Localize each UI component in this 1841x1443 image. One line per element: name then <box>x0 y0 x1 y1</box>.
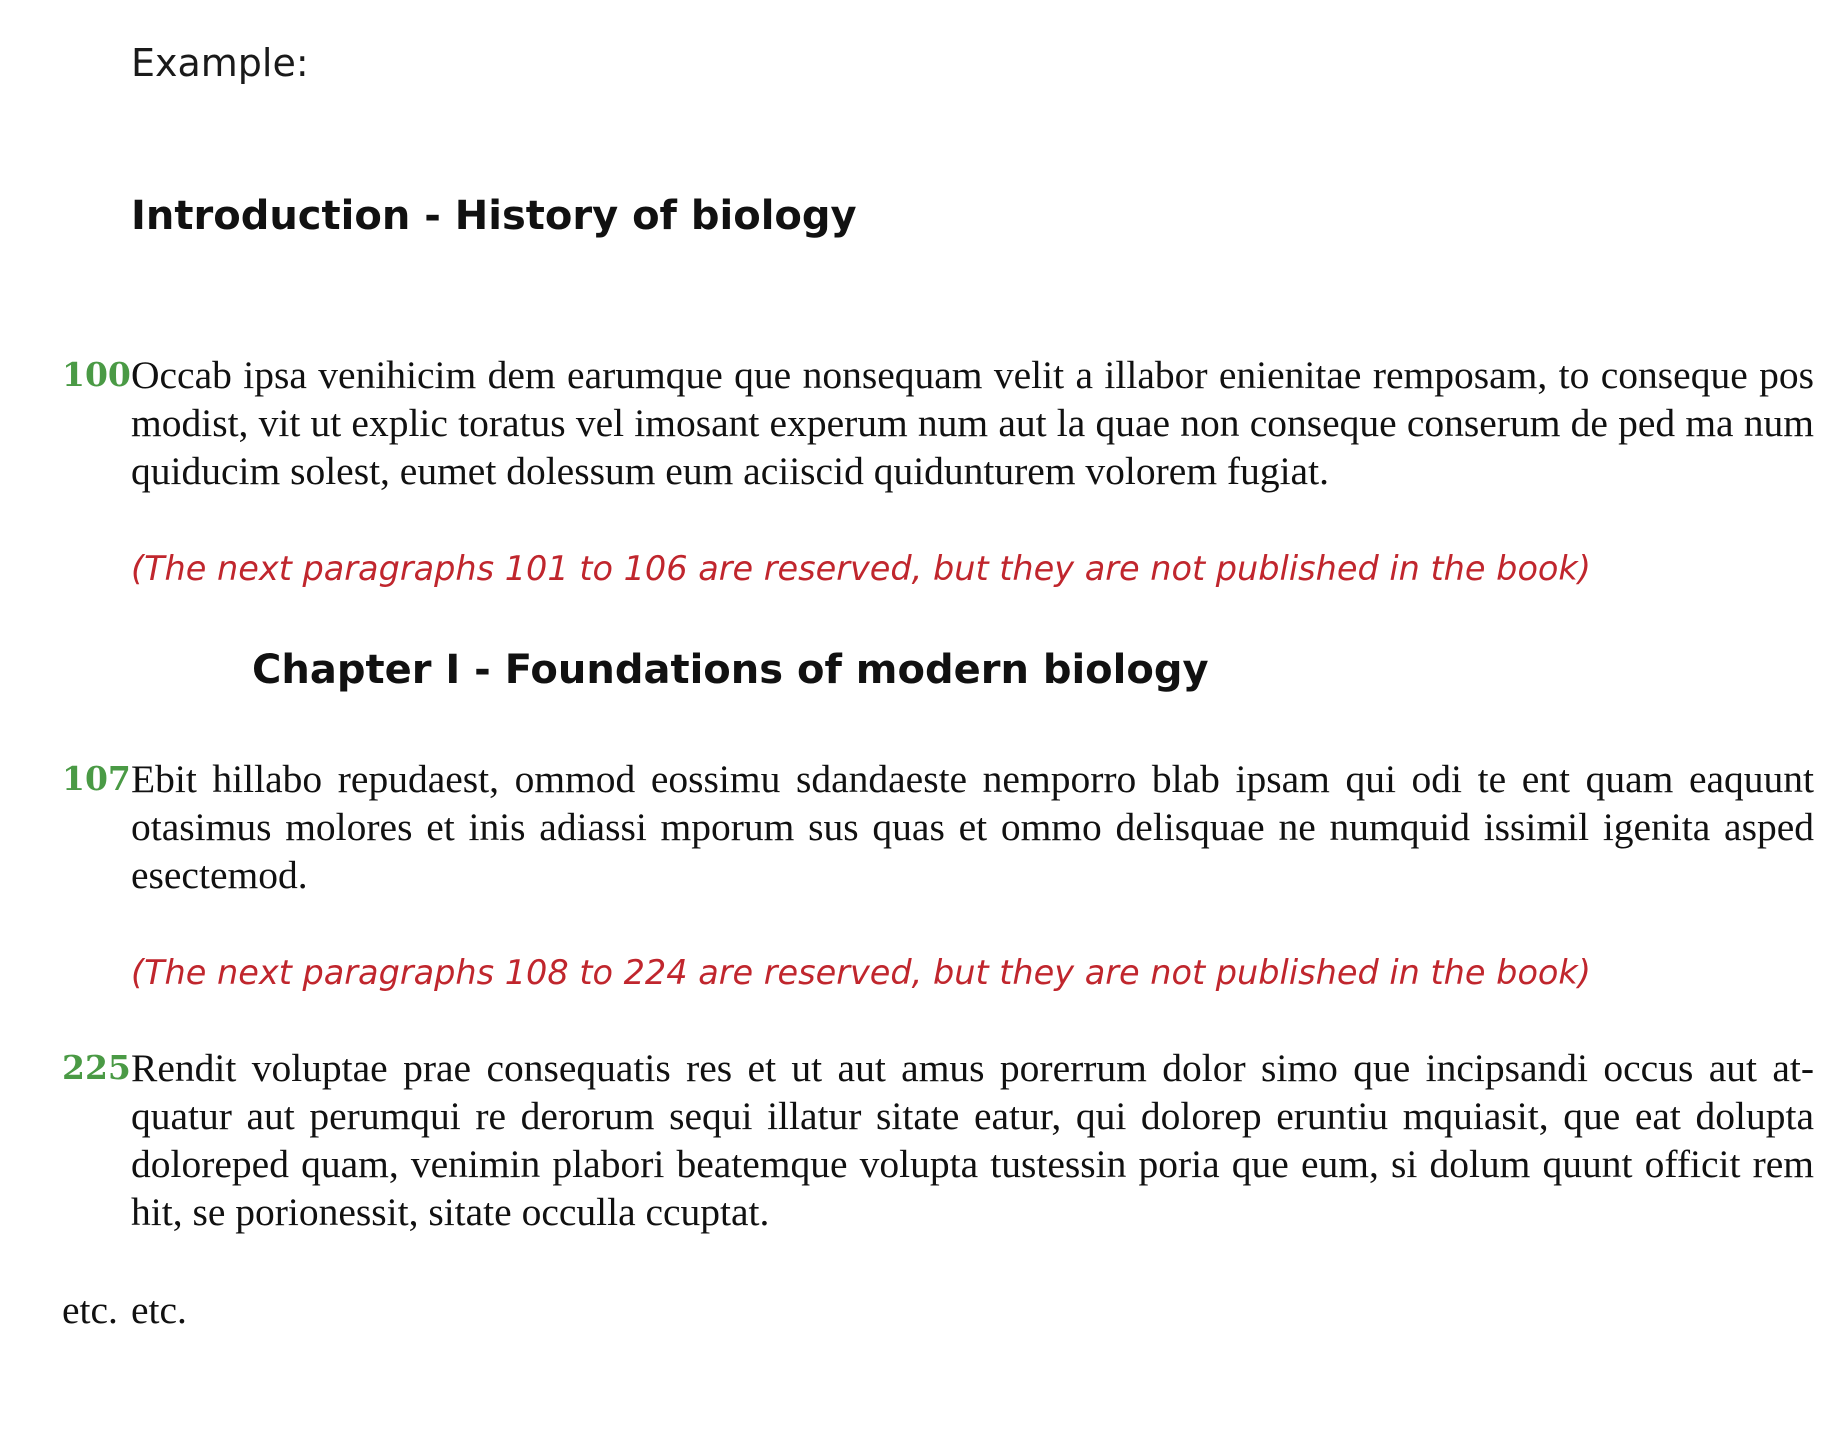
etc-number-placeholder: etc. <box>62 1288 118 1332</box>
reserved-paragraphs-note: (The next paragraphs 101 to 106 are reserved, but they are not published in the book) <box>131 549 1591 588</box>
paragraph-text: Occab ipsa venihicim dem earumque que nonsequam velit a illabor enienitae remposam, to conseque pos modist, vit ut explic toratus vel imosant experum num aut la quae non conseque conserum de ped ma num quiducim solest, eumet dolessum eum aciiscid quidunturem volorem fugiat. <box>131 353 1814 493</box>
paragraph-number: 107 <box>62 759 131 798</box>
paragraph-107 <box>62 755 1814 899</box>
reserved-paragraphs-note: (The next paragraphs 108 to 224 are reserved, but they are not published in the book) <box>131 953 1591 992</box>
paragraph-text: Ebit hillabo repudaest, ommod eossimu sdandaeste nemporro blab ipsam qui odi te ent quam eaquunt otasimus molores et inis adiassi mporum sus quas et ommo delisquae ne numquid issimil igenita asped esectemod. <box>131 757 1814 897</box>
paragraph-text: Rendit voluptae prae consequatis res et ut aut amus porerrum dolor simo que incipsandi occus aut at-quatur aut perumqui re derorum sequi illatur sitate eatur, qui dolorep eruntiu mquiasit, que eat dolupta doloreped quam, venimin plabori beatemque volupta tustessin poria que eum, si dolum quunt officit rem hit, se porionessit, sitate occulla ccuptat. <box>131 1046 1814 1234</box>
etc-row <box>62 1286 187 1334</box>
paragraph-225 <box>62 1044 1814 1236</box>
etc-text-placeholder: etc. <box>131 1288 187 1332</box>
paragraph-100 <box>62 351 1814 495</box>
paragraph-number: 100 <box>62 355 131 394</box>
chapter-heading: Chapter I - Foundations of modern biology <box>252 647 1209 693</box>
example-label: Example: <box>131 41 309 85</box>
paragraph-number: 225 <box>62 1048 131 1087</box>
introduction-heading: Introduction - History of biology <box>131 193 857 239</box>
